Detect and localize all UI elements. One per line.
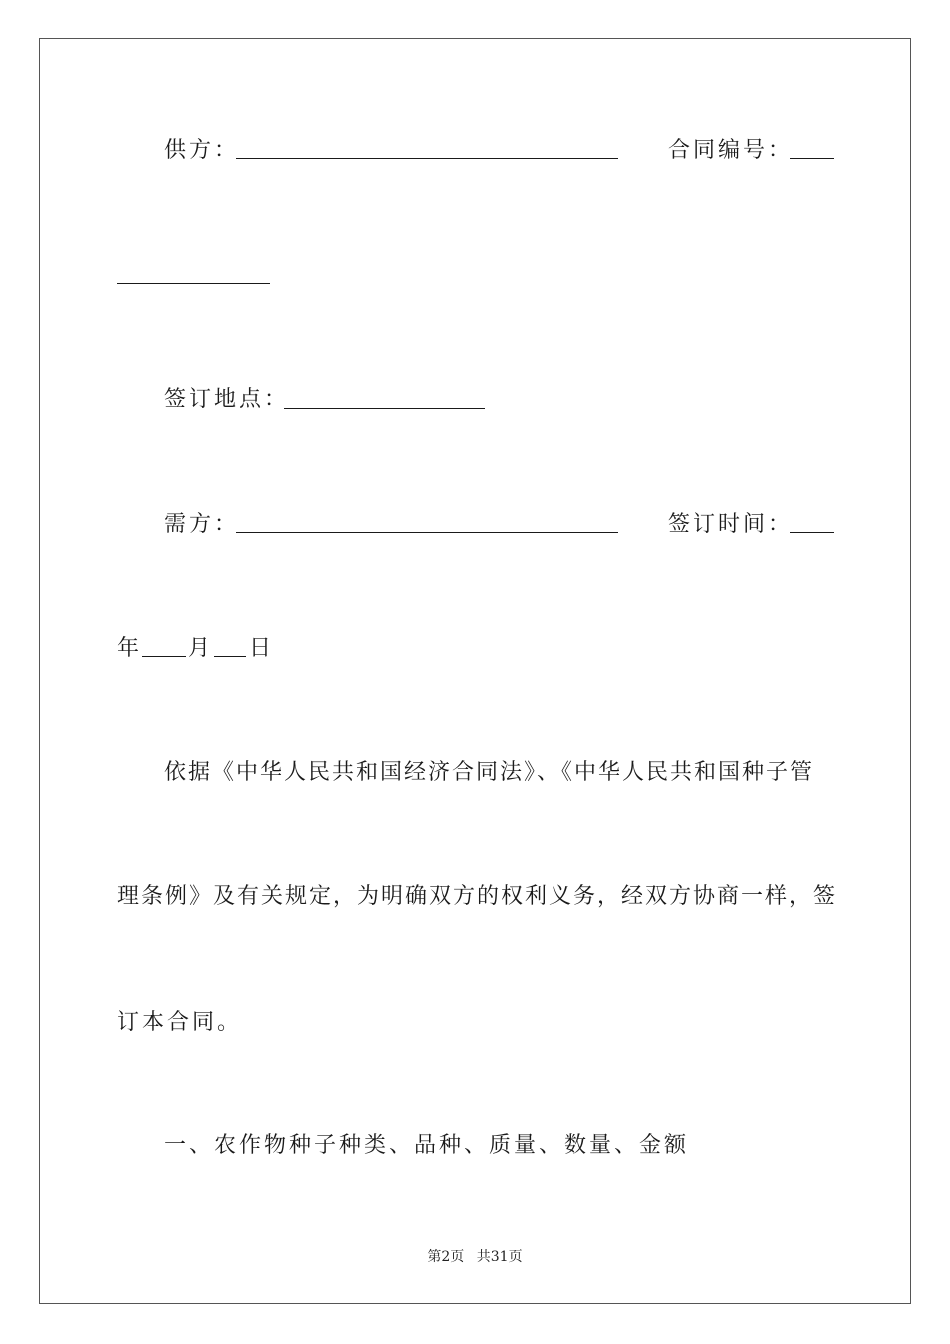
buyer-label: 需方： <box>164 512 240 537</box>
date-month-blank[interactable] <box>142 656 186 657</box>
page-footer <box>0 1246 950 1266</box>
paragraph-line-2: 理条例》及有关规定，为明确双方的权利义务，经双方协商一样，签 <box>117 884 838 909</box>
contract-number-blank[interactable] <box>790 158 834 159</box>
sign-time-label: 签订时间： <box>668 512 794 537</box>
paragraph-line-1: 依据《中华人民共和国经济合同法》、《中华人民共和国种子管 <box>164 760 815 785</box>
page-current: 第2页 <box>427 1249 465 1265</box>
contract-number-blank-continued[interactable] <box>117 283 270 284</box>
sign-place-label: 签订地点： <box>164 387 290 412</box>
sign-time-blank[interactable] <box>790 532 834 533</box>
sign-place-blank[interactable] <box>284 408 485 409</box>
date-month-label: 月 <box>188 636 214 661</box>
date-year-label: 年 <box>117 636 143 661</box>
paragraph-line-3: 订本合同。 <box>117 1010 243 1035</box>
section-1-title: 一、农作物种子种类、品种、质量、数量、金额 <box>164 1133 690 1158</box>
buyer-blank[interactable] <box>236 532 618 533</box>
supplier-label: 供方： <box>164 138 240 163</box>
supplier-blank[interactable] <box>236 158 618 159</box>
date-day-blank[interactable] <box>214 656 246 657</box>
page-total: 共31页 <box>476 1249 523 1265</box>
contract-number-label: 合同编号： <box>668 138 794 163</box>
page-border <box>39 38 911 1304</box>
date-day-label: 日 <box>249 636 275 661</box>
